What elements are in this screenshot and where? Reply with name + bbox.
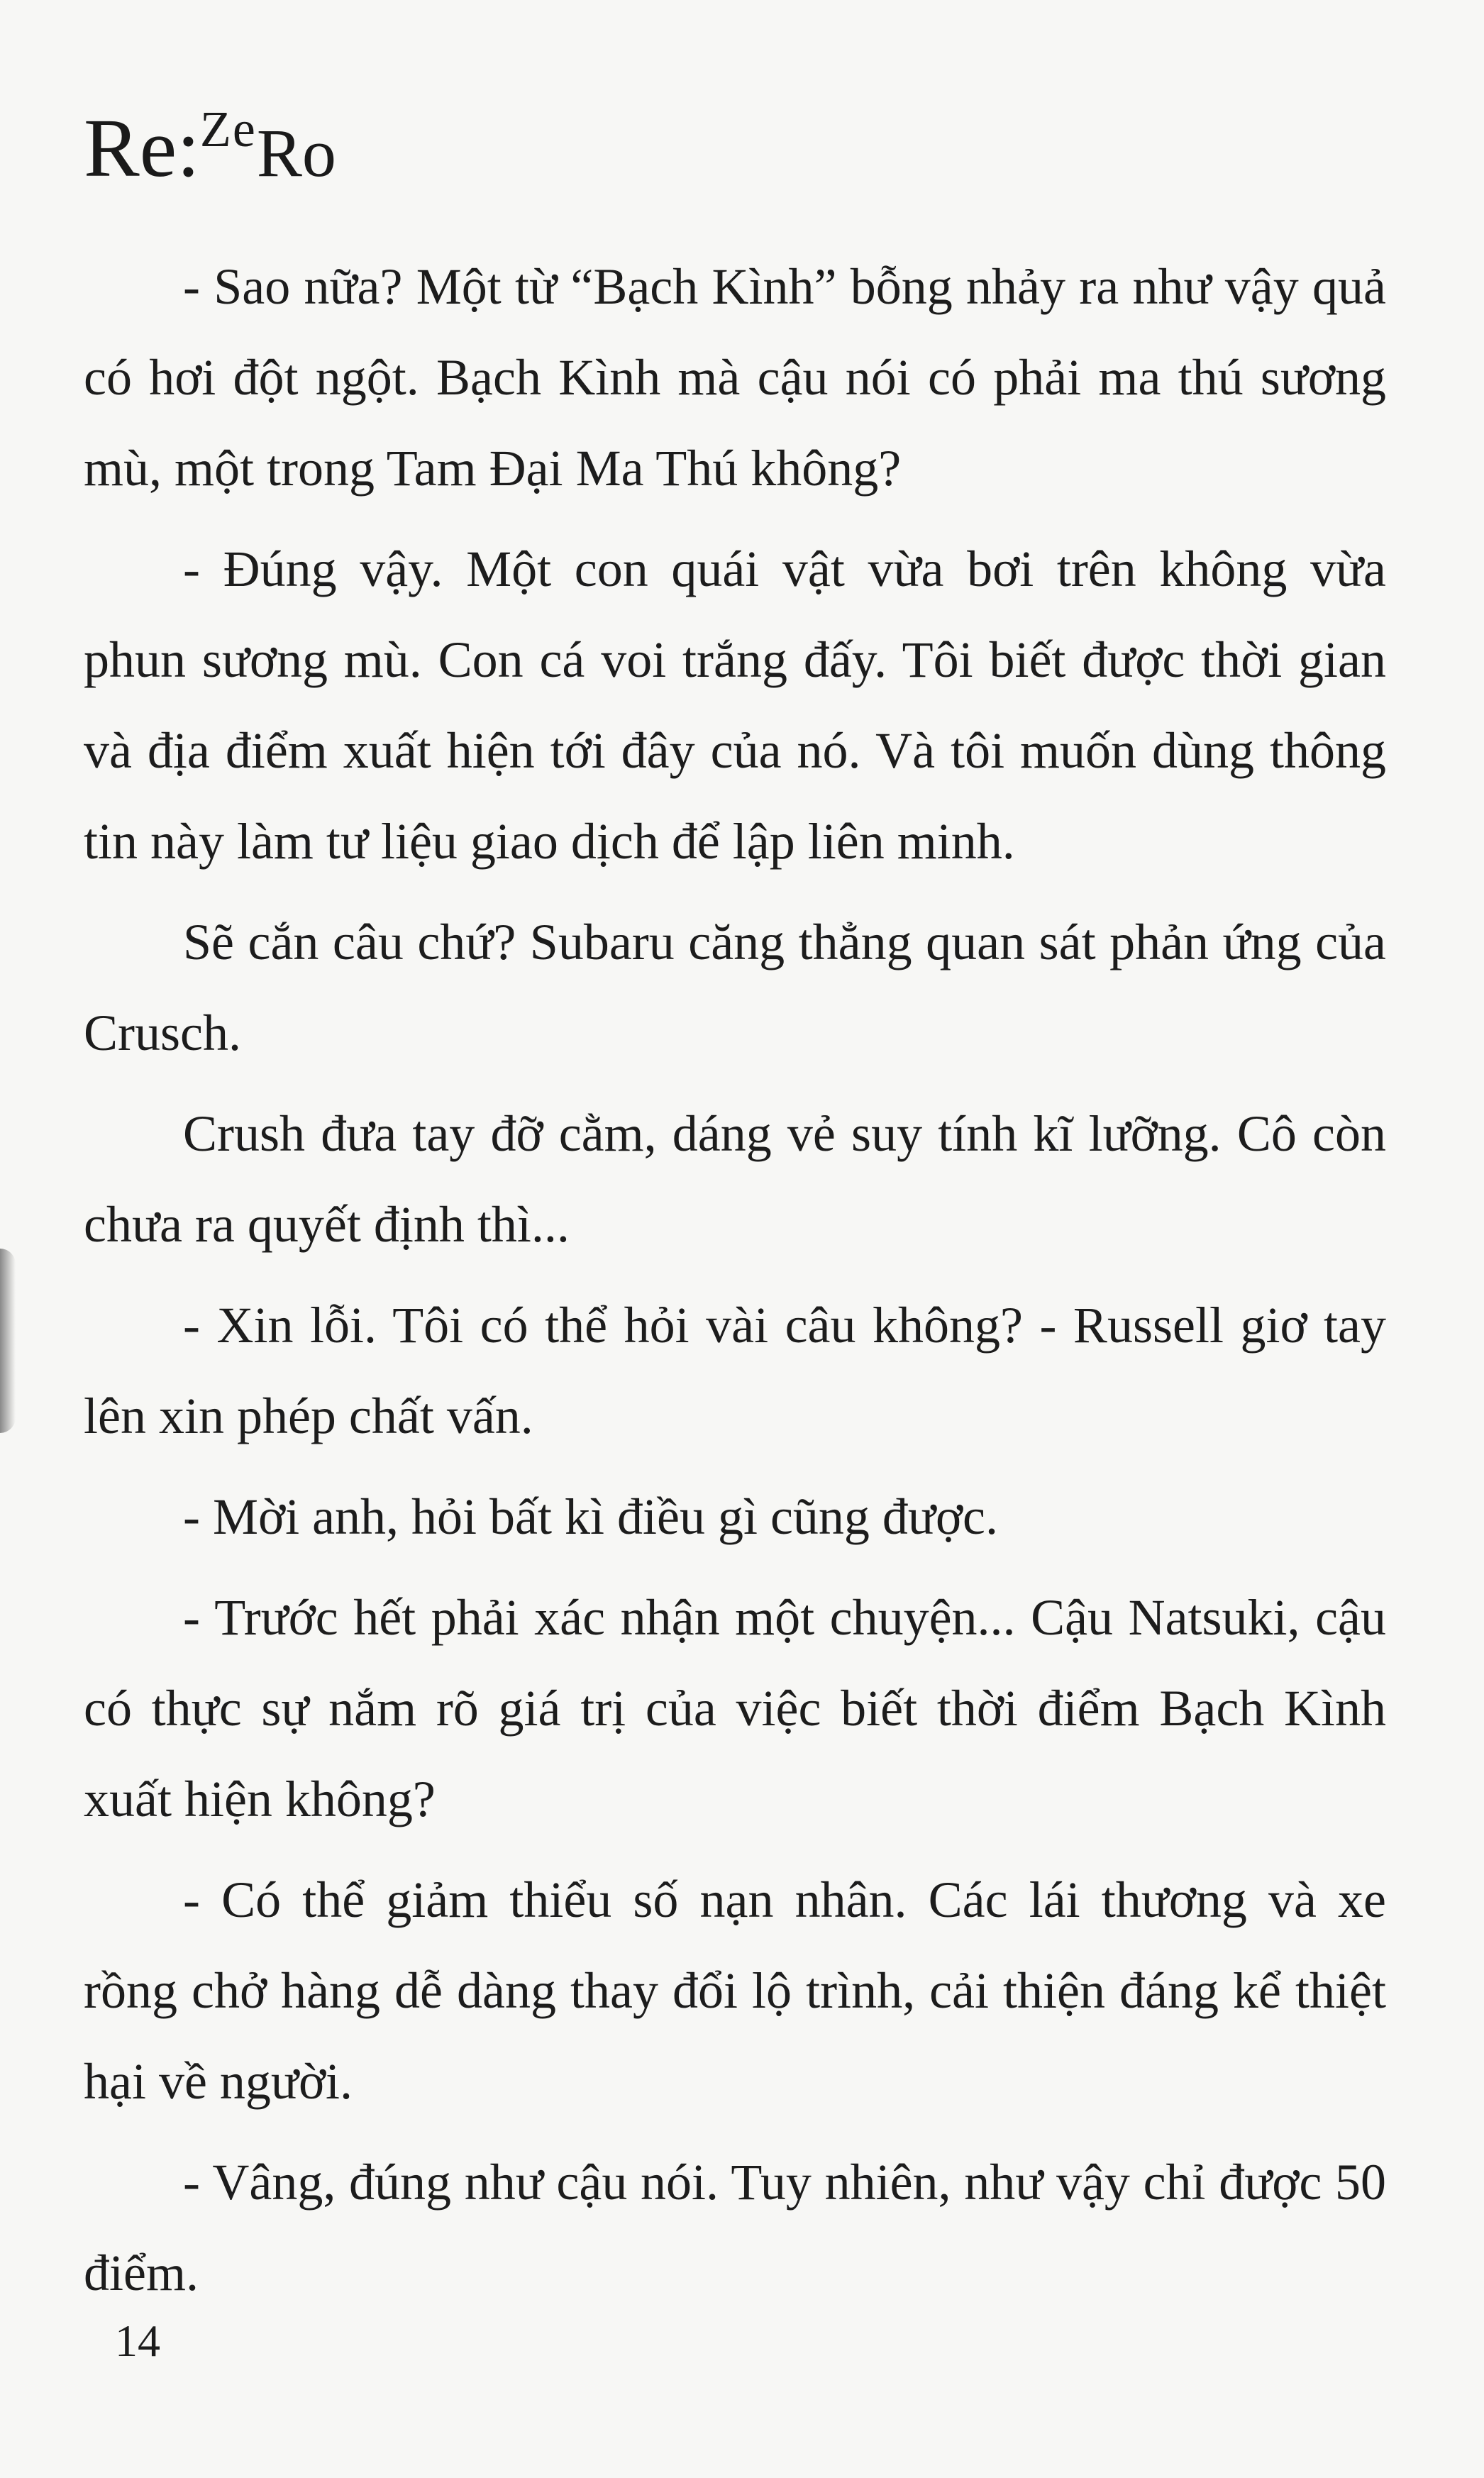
header-title-end: Ro xyxy=(256,115,336,191)
paragraph-7: - Trước hết phải xác nhận một chuyện... Cậu Natsuki, cậu có thực sự nắm rõ giá trị của việc biết thời điểm Bạch Kình xuất hiện không? xyxy=(84,1589,1386,1827)
paragraph-1: - Sao nữa? Một từ “Bạch Kình” bỗng nhảy ra như vậy quả có hơi đột ngột. Bạch Kình mà cậu nói có phải ma thú sương mù, một trong Tam Đại Ma Thú không? xyxy=(84,258,1386,497)
paragraph-4: Crush đưa tay đỡ cằm, dáng vẻ suy tính kĩ lưỡng. Cô còn chưa ra quyết định thì... xyxy=(84,1105,1386,1253)
header-title-sup: Ze xyxy=(199,101,257,157)
paragraph-9: - Vâng, đúng như cậu nói. Tuy nhiên, như vậy chỉ được 50 điểm. xyxy=(84,2154,1386,2301)
paragraph-3: Sẽ cắn câu chứ? Subaru căng thẳng quan sát phản ứng của Crusch. xyxy=(84,914,1386,1061)
paragraph-5: - Xin lỗi. Tôi có thể hỏi vài câu không? - Russell giơ tay lên xin phép chất vấn. xyxy=(84,1297,1386,1444)
paragraph-8: - Có thể giảm thiểu số nạn nhân. Các lái thương và xe rồng chở hàng dễ dàng thay đổi lộ trình, cải thiện đáng kể thiệt hại về người. xyxy=(84,1871,1386,2110)
paragraph-6: - Mời anh, hỏi bất kì điều gì cũng được. xyxy=(183,1488,998,1545)
header-title-main: Re: xyxy=(84,101,200,194)
running-header-logo xyxy=(84,101,336,194)
page-edge-shadow xyxy=(0,1249,16,1433)
body-text xyxy=(84,241,1386,2328)
paragraph-2: - Đúng vậy. Một con quái vật vừa bơi trên không vừa phun sương mù. Con cá voi trắng đấy. Tôi biết được thời gian và địa điểm xuất hiện tới đây của nó. Và tôi muốn dùng thông tin này làm tư liệu giao dịch để lập liên minh. xyxy=(84,541,1386,870)
page-number: 14 xyxy=(115,2316,160,2366)
